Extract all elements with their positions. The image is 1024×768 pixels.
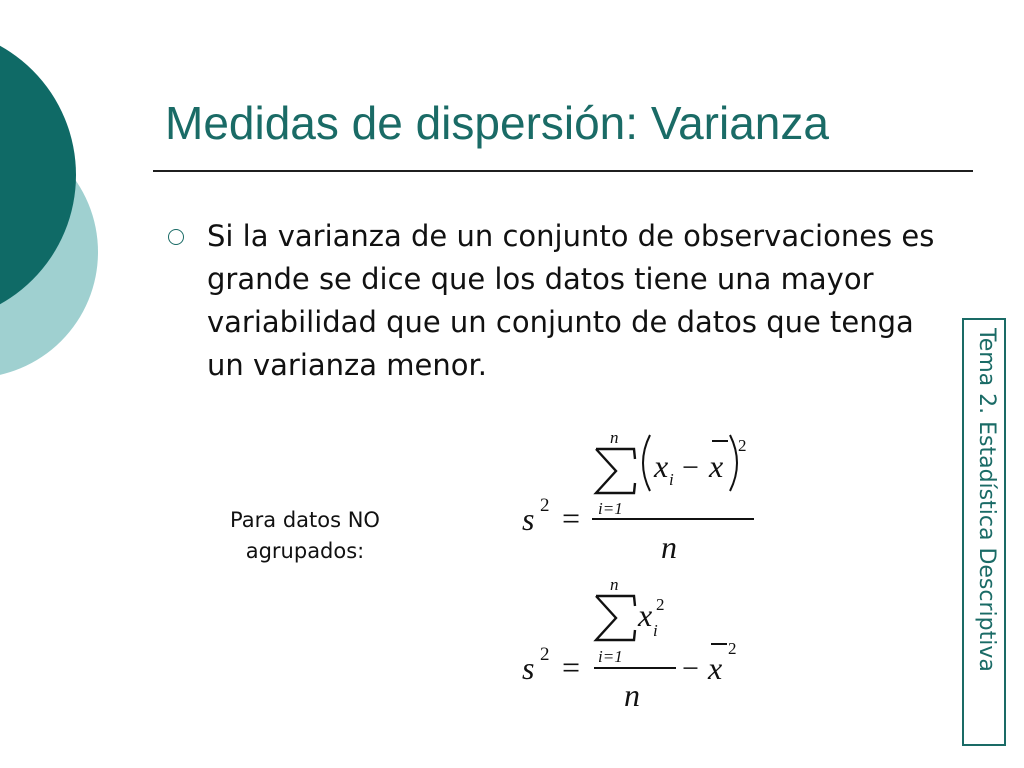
f2-denominator: n [624, 677, 640, 713]
f1-lhs: s [522, 501, 535, 537]
variance-formula-2 [516, 572, 766, 717]
f2-term-exp: 2 [656, 595, 665, 614]
note-line-2: agrupados: [245, 539, 365, 563]
f1-term-sub: i [669, 470, 674, 489]
side-topic-label [962, 318, 1006, 746]
f2-sum-lower: i=1 [598, 647, 623, 666]
variance-formula-1 [516, 425, 766, 565]
f1-minus: − [682, 451, 699, 484]
f2-sigma-icon [596, 596, 635, 640]
f2-lhs-exp: 2 [540, 644, 550, 665]
f1-lhs-exp: 2 [540, 495, 550, 516]
bullet-circle-icon [168, 229, 184, 245]
f1-equals: = [562, 500, 581, 536]
title-divider [153, 170, 973, 172]
f1-right-paren [730, 435, 737, 491]
f2-mean: x [708, 650, 723, 686]
f2-term-sub: i [653, 621, 658, 640]
note-no-agrupados [200, 505, 410, 567]
note-line-1: Para datos NO [230, 508, 380, 532]
bullet-text: Si la varianza de un conjunto de observaciones es grande se dice que los datos tiene una mayor variabilidad que un conjunto de datos que tenga un varianza menor. [207, 219, 935, 382]
f2-minus: − [682, 652, 699, 685]
f1-term: x [654, 448, 669, 484]
f1-sum-lower: i=1 [598, 499, 623, 518]
f1-sum-upper: n [610, 428, 619, 447]
f1-denominator: n [661, 529, 677, 565]
decorative-circles [0, 0, 120, 420]
slide-title: Medidas de dispersión: Varianza [165, 97, 829, 149]
side-topic-text: Tema 2. Estadística Descriptiva [974, 328, 999, 672]
f1-mean: x [709, 448, 724, 484]
f2-mean-exp: 2 [728, 639, 737, 658]
f1-left-paren [643, 435, 650, 491]
f1-sigma-icon [596, 449, 635, 493]
f2-equals: = [562, 649, 581, 685]
f2-term: x [638, 597, 653, 633]
f1-outer-exp: 2 [738, 436, 747, 455]
f2-lhs: s [522, 650, 535, 686]
f2-sum-upper: n [610, 575, 619, 594]
